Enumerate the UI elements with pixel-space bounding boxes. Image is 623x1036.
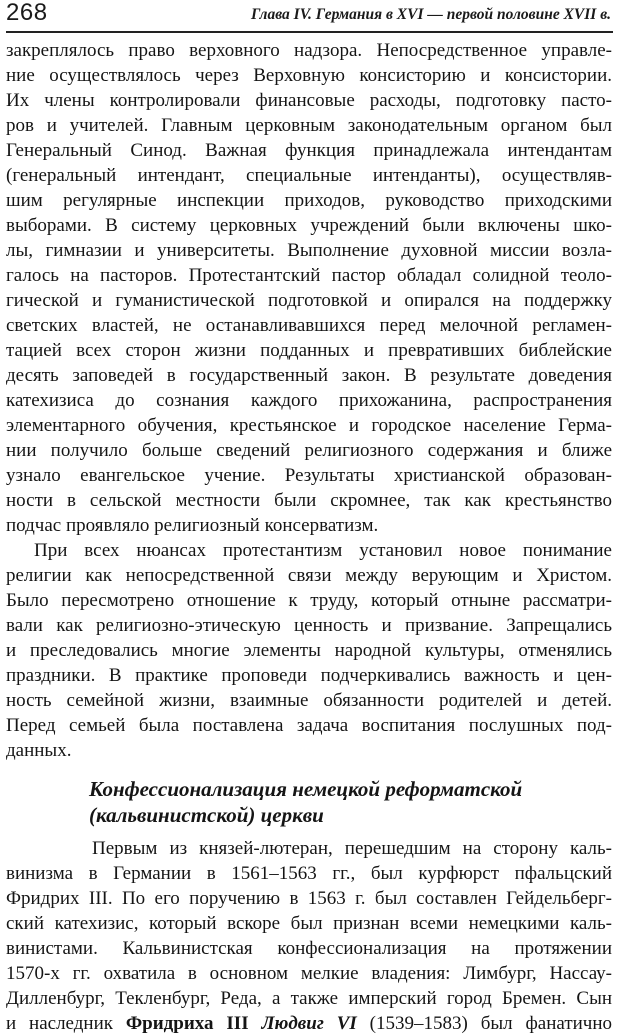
text-line: подчас проявляло религиозный консерватизм. — [6, 515, 379, 536]
text-line: нии получило больше сведений религиозного содержания и ближе — [6, 440, 612, 461]
text-line: праздники. В практике проповеди подчеркивались важность и цен- — [6, 665, 612, 686]
text-line: Первым из князей-лютеран, перешедшим на сторону каль- — [92, 838, 612, 859]
header-rule — [6, 31, 613, 33]
text-line: ров и учителей. Главным церковным законодательным органом был — [6, 115, 612, 136]
text-line: лы, гимназии и университеты. Выполнение духовной миссии возла- — [6, 240, 612, 261]
bold-italic-name: Людвиг VI — [261, 1013, 357, 1034]
text-line: Фридрих III. По его поручению в 1563 г. был составлен Гейдельберг- — [6, 888, 612, 909]
text-line: ность семейной жизни, взаимные обязанности родителей и детей. — [6, 690, 612, 711]
text-line: вали как религиозно-этическую ценность и призвание. Запрещались — [6, 615, 612, 636]
paragraph-1 — [6, 38, 612, 538]
text-line: данных. — [6, 740, 72, 761]
text-line: тацией всех сторон жизни подданных и превративших библейские — [6, 340, 612, 361]
running-title: Глава IV. Германия в XVI — первой половине XVII в. — [250, 6, 611, 23]
text-line: элементарного обучения, крестьянское и городское население Герма- — [6, 415, 612, 436]
text-line: (генеральный интендант, специальные интенданты), осуществляв- — [6, 165, 612, 186]
section-heading — [6, 776, 612, 828]
text-line: ский катехизис, который вскоре был признан всеми немецкими каль- — [6, 913, 612, 934]
text-run: (1539–1583) был фанатично — [356, 1013, 612, 1034]
text-line: светских властей, не останавливавшихся перед мелочной регламен- — [6, 315, 612, 336]
text-line: ности в сельской местности были скромнее, так как крестьянство — [6, 490, 612, 511]
text-line: шим регулярные инспекции приходов, руководство приходскими — [6, 190, 612, 211]
text-run: и наследник — [6, 1013, 126, 1034]
bold-name: Фридриха III — [125, 1013, 249, 1034]
text-line: закреплялось право верховного надзора. Непосредственное управле- — [6, 40, 612, 61]
text-line: Перед семьей была поставлена задача воспитания послушных под- — [6, 715, 612, 736]
text-line: десять заповедей в государственный закон. В результате доведения — [6, 365, 612, 386]
text-line: катехизиса до сознания каждого прихожанина, распространения — [6, 390, 612, 411]
text-line: винистами. Кальвинистская конфессионализация на протяжении — [6, 938, 612, 959]
text-line: Дилленбург, Текленбург, Реда, а также имперский город Бремен. Сын — [6, 988, 612, 1009]
page-number: 268 — [6, 0, 48, 26]
text-line: Генеральный Синод. Важная функция принадлежала интендантам — [6, 140, 612, 161]
text-line: и преследовались многие элементы народной культуры, отменялись — [6, 640, 612, 661]
text-line: Было пересмотрено отношение к труду, который отныне рассматри- — [6, 590, 612, 611]
text-line-mixed — [6, 1011, 612, 1036]
text-run — [249, 1013, 262, 1034]
text-line: При всех нюансах протестантизм установил новое понимание — [34, 540, 612, 561]
section-heading-line: Конфессионализация немецкой реформатской — [89, 777, 523, 801]
text-line: галось на пасторов. Протестантский пастор обладал солидной теоло- — [6, 265, 612, 286]
text-line: винизма в Германии в 1561–1563 гг., был курфюрст пфальцский — [6, 863, 612, 884]
text-line: Их члены контролировали финансовые расходы, подготовку пасто- — [6, 90, 612, 111]
text-line: религии как непосредственной связи между верующим и Христом. — [6, 565, 612, 586]
body-text — [6, 38, 612, 1036]
text-line: ние осуществлялось через Верховную консисторию и консистории. — [6, 65, 612, 86]
text-line: гической и гуманистической подготовкой и опирался на поддержку — [6, 290, 612, 311]
paragraph-3 — [6, 836, 612, 1036]
paragraph-2 — [6, 538, 612, 763]
text-line: 1570-х гг. охватила в основном мелкие владения: Лимбург, Нассау- — [6, 963, 612, 984]
text-line: выборами. В систему церковных учреждений были включены шко- — [6, 215, 612, 236]
text-line: узнало евангельское учение. Результаты христианской образован- — [6, 465, 612, 486]
section-heading-line: (кальвинистской) церкви — [89, 803, 324, 827]
